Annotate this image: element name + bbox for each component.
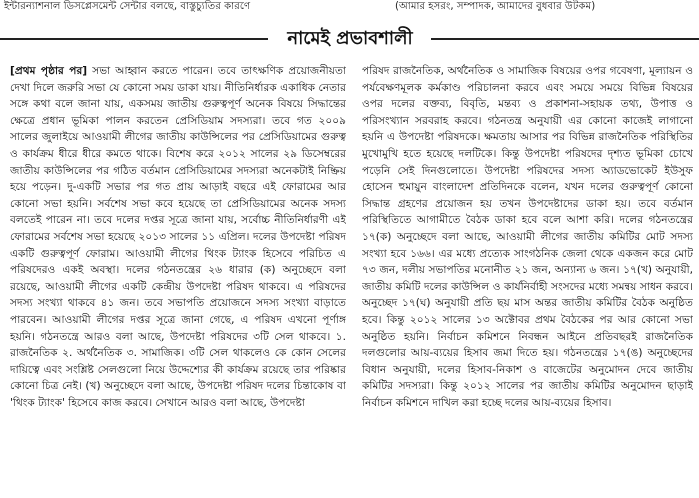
article-headline: নামেই প্রভাবশালী	[287, 28, 413, 49]
previous-article-strip	[0, 0, 699, 17]
continuation-kicker: [প্রথম পৃষ্ঠার পর]	[10, 65, 88, 77]
adjacent-article-text: (আমার হসরং, সম্পাদক, আমাদের বুধবার উটকম)	[395, 1, 596, 12]
headline-bar	[0, 24, 699, 54]
previous-article-text: ইন্টারন্যাশনাল ডিসপ্লেসমেন্ট সেন্টার বলছে, বাস্তুচ্যুতির কারণে	[4, 1, 251, 12]
article-column-left	[10, 63, 346, 498]
headline-rule-left	[0, 38, 268, 40]
article-column-right	[362, 63, 693, 498]
column-right-text: পরিষদ রাজনৈতিক, অর্থনৈতিক ও সামাজিক বিষয়ের ওপর গবেষণা, মূল্যায়ন ও পর্যবেক্ষণমূলক কর্মকাণ্ড পরিচালনা করবে এবং সময়ে সময়ে বিভিন্ন বিষয়ের ওপর দলের বক্তব্য, বিবৃতি, মন্তব্য ও প্রকাশনা-সহায়ক তথ্য, উপাত্ত ও পরিসংখ্যান সরবরাহ করবে। গঠনতন্ত্র অনুযায়ী এর কোনো কাজেই লাগানো হয়নি এ উপদেষ্টা পরিষদকে। ক্ষমতায় আসার পর বিভিন্ন রাজনৈতিক পরিস্থিতির মুখোমুখি হতে হয়েছে দলটিকে। কিন্তু উপদেষ্টা পরিষদের দৃশ্যত ভূমিকা চোখে পড়েনি সেই দিনগুলোতে। উপদেষ্টা পরিষদের সদস্য অ্যাডভোকেট ইউসুফ হোসেন হুমায়ুন বাংলাদেশ প্রতিদিনকে বলেন, যখন দলের গুরুত্বপূর্ণ কোনো সিদ্ধান্ত গ্রহণের প্রয়োজন হয় তখন উপদেষ্টাদের ডাকা হয়। তবে বর্তমান পরিস্থিতিতে আগামীতে বৈঠক ডাকা হবে বলে আশা করি। দলের গঠনতন্ত্রের ১৭(ক) অনুচ্ছেদে বলা আছে, আওয়ামী লীগের জাতীয় কমিটির মোট সদস্য সংখ্যা হবে ১৬৬। এর মধ্যে প্রত্যেক সাংগঠনিক জেলা থেকে একজন করে মোট ৭৩ জন, দলীয় সভাপতির মনোনীত ২১ জন, অন্যান্য ৬ জন। ১৭(খ) অনুযায়ী, জাতীয় কমিটি দলের কাউন্সিল ও কার্যনির্বাহী সংসদের মধ্যে সমন্বয় সাধন করবে। অনুচ্ছেদ ১৭(ঘ) অনুযায়ী প্রতি ছয় মাস অন্তর জাতীয় কমিটির বৈঠক অনুষ্ঠিত হবে। কিন্তু ২০১২ সালের ১৩ অক্টোবর প্রথম বৈঠকের পর আর কোনো সভা অনুষ্ঠিত হয়নি। নির্বাচন কমিশনে নিবন্ধন আইনে প্রতিবছরই রাজনৈতিক দলগুলোর আয়-ব্যয়ের হিসাব জমা দিতে হয়। গঠনতন্ত্রের ১৭(ঙ) অনুচ্ছেদের বিধান অনুযায়ী, দলের হিসাব-নিকাশ ও বাজেটের অনুমোদন দেবে জাতীয় কমিটির সদস্যরা। কিন্তু ২০১২ সালের পর জাতীয় কমিটির অনুমোদন ছাড়াই নির্বাচন কমিশনে দাখিল করা হচ্ছে দলের আয়-ব্যয়ের হিসাব।	[362, 65, 693, 409]
headline-rule-right	[431, 38, 699, 40]
column-left-paragraph	[10, 63, 346, 411]
column-left-text: সভা আহ্বান করতে পারেন। তবে তাৎক্ষণিক প্রয়োজনীয়তা দেখা দিলে জরুরি সভা যে কোনো সময় ডাকা যায়। নীতিনির্ধারক একাধিক নেতার সঙ্গে কথা বলে জানা যায়, একসময় জাতীয় গুরুত্বপূর্ণ অনেক বিষয়ে সিদ্ধান্তের ক্ষেত্রে প্রধান ভূমিকা পালন করতেন প্রেসিডিয়াম সদস্যরা। তবে গত ২০০৯ সালের জুলাইয়ে আওয়ামী লীগের জাতীয় কাউন্সিলের পর প্রেসিডিয়ামের গুরুত্ব ও কার্যক্রম ধীরে ধীরে কমতে থাকে। বিশেষ করে ২০১২ সালের ২৯ ডিসেম্বরের জাতীয় কাউন্সিলের পর গঠিত বর্তমান প্রেসিডিয়ামের সদস্যরা অনেকটাই নিষ্ক্রিয় হয়ে পড়েন। দু-একটি সভার পর গত প্রায় আড়াই বছরে এই ফোরামের আর কোনো সভা হয়নি। সর্বশেষ সভা কবে হয়েছে তা প্রেসিডিয়ামের অনেক সদস্য বলতেই পারেন না। তবে দলের দপ্তর সূত্রে জানা যায়, সর্বোচ্চ নীতিনির্ধারণী এই ফোরামের সর্বশেষ সভা হয়েছে ২০১৩ সালের ১১ এপ্রিল। দলের উপদেষ্টা পরিষদ একটি গুরুত্বপূর্ণ ফোরাম। আওয়ামী লীগের থিংক ট্যাংক হিসেবে পরিচিত এ পরিষদেরও একই অবস্থা। দলের গঠনতন্ত্রের ২৬ ধারার (ক) অনুচ্ছেদে বলা রয়েছে, আওয়ামী লীগের একটি কেন্দ্রীয় উপদেষ্টা পরিষদ থাকবে। এ পরিষদের সদস্য সংখ্যা থাকবে ৪১ জন। তবে সভাপতি প্রয়োজনে সদস্য সংখ্যা বাড়াতে পারবেন। আওয়ামী লীগের দপ্তর সূত্রে জানা গেছে, এ পরিষদ এখনো পূর্ণাঙ্গ হয়নি। গঠনতন্ত্রে আরও বলা আছে, উপদেষ্টা পরিষদের ৩টি সেল থাকবে। ১. রাজনৈতিক ২. অর্থনৈতিক ৩. সামাজিক। ৩টি সেল থাকলেও কে কোন সেলের দায়িত্বে এবং সংশ্লিষ্ট সেলগুলো নিয়ে উদ্দেশ্যের কী কার্যক্রম রয়েছে তার পরিষ্কার কোনো চিত্র নেই। (খ) অনুচ্ছেদে বলা আছে, উপদেষ্টা পরিষদ দলের চিন্তাকোষ বা 'থিংক ট্যাংক' হিসেবে কাজ করবে। সেখানে আরও বলা আছে, উপদেষ্টা	[10, 65, 346, 409]
